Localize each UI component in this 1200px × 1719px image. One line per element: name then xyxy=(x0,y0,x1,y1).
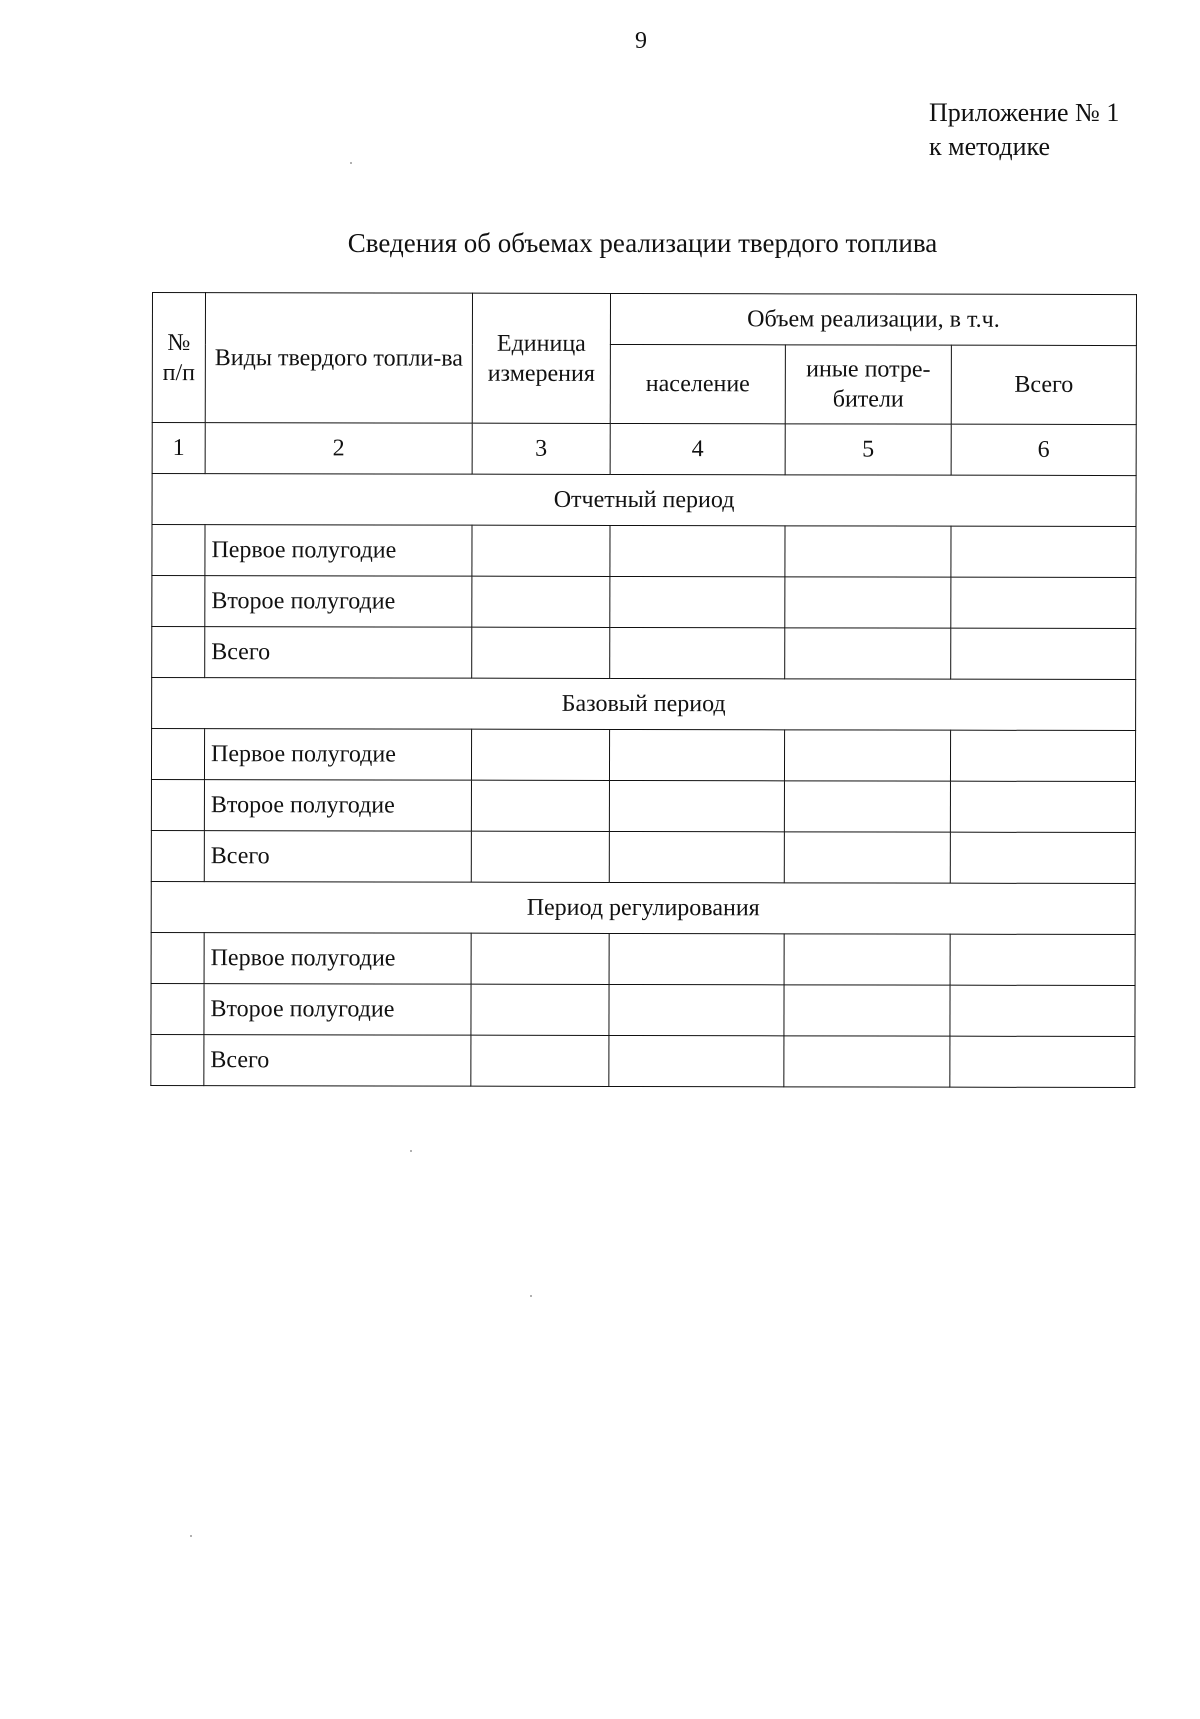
empty-value-cell xyxy=(785,628,951,679)
empty-value-cell xyxy=(472,576,610,627)
empty-value-cell xyxy=(950,1036,1135,1087)
row-label: Первое полугодие xyxy=(205,525,472,577)
fuel-sales-table xyxy=(150,292,1137,1088)
empty-value-cell xyxy=(951,628,1136,679)
page-number: 9 xyxy=(635,28,647,54)
table-row xyxy=(151,932,1135,985)
section-row xyxy=(152,474,1136,527)
empty-value-cell xyxy=(472,525,610,576)
column-number: 2 xyxy=(205,423,472,475)
table-row xyxy=(151,1034,1135,1087)
empty-value-cell xyxy=(951,526,1136,577)
empty-value-cell xyxy=(471,729,609,780)
header-row-top xyxy=(152,293,1136,346)
column-number: 1 xyxy=(152,423,205,474)
row-number-cell xyxy=(151,1034,204,1085)
empty-value-cell xyxy=(784,985,950,1036)
row-number-cell xyxy=(151,932,204,983)
section-row xyxy=(152,678,1136,731)
row-label: Всего xyxy=(204,831,471,883)
scan-speck xyxy=(190,1535,192,1537)
table-row xyxy=(152,627,1136,680)
table-row xyxy=(151,830,1135,883)
header-unit: Единица измерения xyxy=(472,293,610,423)
empty-value-cell xyxy=(610,525,785,576)
row-label: Второе полугодие xyxy=(205,576,472,628)
header-total: Всего xyxy=(951,345,1136,424)
empty-value-cell xyxy=(784,832,950,883)
table-row xyxy=(151,729,1135,782)
empty-value-cell xyxy=(951,577,1136,628)
appendix-reference xyxy=(929,96,1119,164)
scan-speck xyxy=(530,1295,532,1297)
table-row xyxy=(151,780,1135,833)
column-number: 5 xyxy=(785,424,951,475)
column-number: 6 xyxy=(951,424,1136,475)
empty-value-cell xyxy=(609,831,784,882)
empty-value-cell xyxy=(784,934,950,985)
empty-value-cell xyxy=(609,729,784,780)
empty-value-cell xyxy=(609,780,784,831)
empty-value-cell xyxy=(950,730,1135,781)
empty-value-cell xyxy=(950,781,1135,832)
row-label: Второе полугодие xyxy=(204,780,471,832)
empty-value-cell xyxy=(785,526,951,577)
row-number-cell xyxy=(152,576,205,627)
header-num: № п/п xyxy=(152,293,205,423)
empty-value-cell xyxy=(610,627,785,678)
empty-value-cell xyxy=(471,933,609,984)
header-volume-group: Объем реализации, в т.ч. xyxy=(610,293,1136,345)
empty-value-cell xyxy=(471,831,609,882)
column-number-row xyxy=(152,423,1136,476)
row-label: Всего xyxy=(204,1035,471,1087)
row-label: Первое полугодие xyxy=(204,933,471,985)
empty-value-cell xyxy=(609,984,784,1035)
document-title: Сведения об объемах реализации твердого топлива xyxy=(347,228,938,258)
empty-value-cell xyxy=(784,1036,950,1087)
section-title: Отчетный период xyxy=(152,474,1136,527)
empty-value-cell xyxy=(471,1035,609,1086)
empty-value-cell xyxy=(610,576,785,627)
row-number-cell xyxy=(152,525,205,576)
empty-value-cell xyxy=(471,984,609,1035)
column-number: 3 xyxy=(472,423,610,474)
empty-value-cell xyxy=(785,577,951,628)
empty-value-cell xyxy=(950,985,1135,1036)
section-title: Базовый период xyxy=(152,678,1136,731)
section-row xyxy=(151,881,1135,934)
row-label: Второе полугодие xyxy=(204,984,471,1036)
empty-value-cell xyxy=(471,780,609,831)
appendix-line-2: к методике xyxy=(929,132,1051,161)
row-number-cell xyxy=(152,627,205,678)
empty-value-cell xyxy=(784,781,950,832)
header-population: население xyxy=(610,344,785,423)
row-label: Первое полугодие xyxy=(204,729,471,781)
table-row xyxy=(152,525,1136,578)
empty-value-cell xyxy=(472,627,610,678)
row-number-cell xyxy=(151,729,204,780)
scan-speck xyxy=(350,162,352,164)
column-number: 4 xyxy=(610,423,785,474)
row-number-cell xyxy=(151,830,204,881)
header-fuel-type: Виды твердого топли-ва xyxy=(205,293,472,424)
empty-value-cell xyxy=(950,832,1135,883)
scan-speck xyxy=(410,1150,412,1152)
header-other-consumers: иные потре-бители xyxy=(785,345,951,424)
row-number-cell xyxy=(151,780,204,831)
table-row xyxy=(152,576,1136,629)
empty-value-cell xyxy=(609,1035,784,1086)
appendix-line-1: Приложение № 1 xyxy=(929,98,1120,127)
empty-value-cell xyxy=(950,934,1135,985)
table-row xyxy=(151,983,1135,1036)
row-label: Всего xyxy=(205,627,472,679)
row-number-cell xyxy=(151,983,204,1034)
section-title: Период регулирования xyxy=(151,881,1135,934)
empty-value-cell xyxy=(609,933,784,984)
empty-value-cell xyxy=(784,730,950,781)
